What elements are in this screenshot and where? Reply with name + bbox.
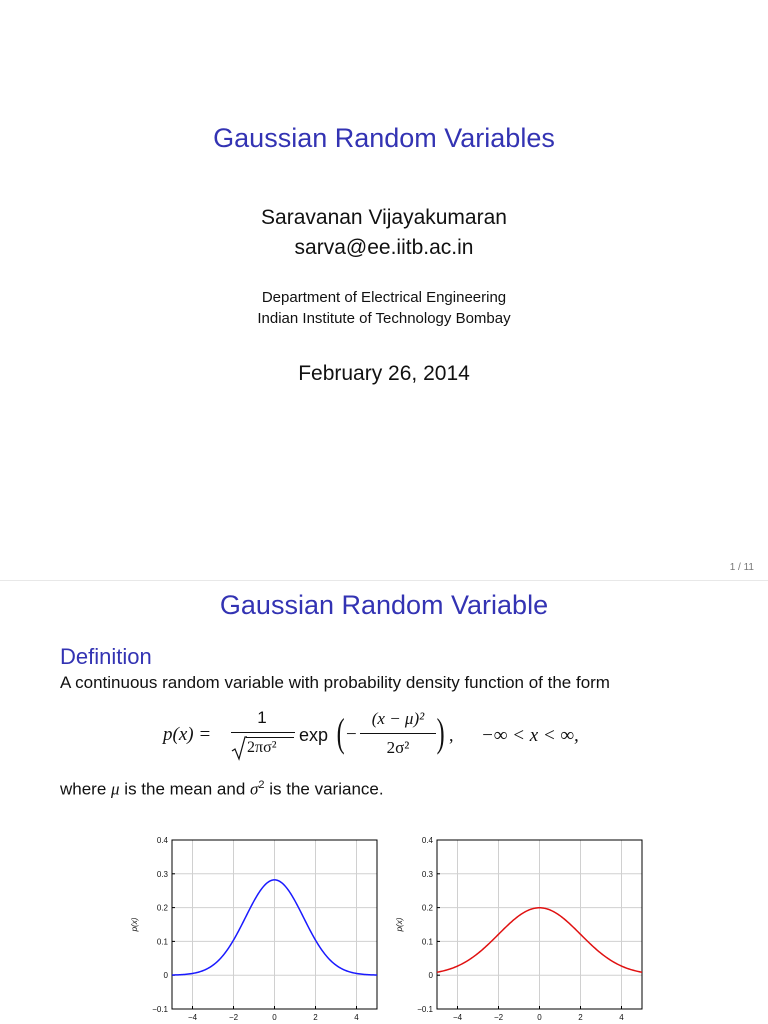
x-tick-label: 4 bbox=[619, 1013, 624, 1022]
y-tick-label: 0 bbox=[163, 971, 168, 981]
right-paren: ) bbox=[436, 710, 445, 755]
y-tick-label: 0.4 bbox=[421, 836, 433, 845]
slide-divider bbox=[0, 580, 768, 581]
y-axis-label: p(x) bbox=[130, 917, 139, 932]
left-paren: ( bbox=[336, 710, 345, 755]
x-tick-label: 4 bbox=[354, 1013, 359, 1022]
formula-comma: , bbox=[449, 725, 454, 745]
x-tick-label: −2 bbox=[228, 1013, 239, 1022]
sqrt-overline bbox=[246, 737, 294, 738]
fraction-bar bbox=[231, 732, 295, 733]
where-text-3: is the variance. bbox=[264, 779, 384, 799]
gaussian-plot-variance-4 bbox=[385, 828, 655, 1024]
formula-range: −∞ < x < ∞, bbox=[481, 725, 579, 746]
x-tick-label: −2 bbox=[493, 1013, 504, 1022]
fraction-denominator: 2πσ² bbox=[247, 739, 277, 756]
normalizing-fraction bbox=[229, 708, 295, 766]
x-tick-label: 0 bbox=[272, 1013, 277, 1022]
sigma-exponent: 2 bbox=[258, 779, 265, 791]
definition-heading: Definition bbox=[60, 644, 152, 669]
author-email: sarva@ee.iitb.ac.in bbox=[294, 236, 474, 259]
x-tick-label: 2 bbox=[578, 1013, 583, 1022]
x-tick-label: 2 bbox=[313, 1013, 318, 1022]
page-number: 1 / 11 bbox=[729, 562, 754, 573]
x-tick-label: 0 bbox=[537, 1013, 542, 1022]
where-sentence bbox=[60, 779, 384, 800]
y-tick-label: −0.1 bbox=[417, 1005, 433, 1014]
sigma-symbol: σ bbox=[250, 779, 259, 799]
x-tick-label: −4 bbox=[187, 1013, 198, 1022]
fraction-numerator: 1 bbox=[257, 708, 267, 727]
y-tick-label: −0.1 bbox=[152, 1005, 168, 1014]
presentation-date: February 26, 2014 bbox=[298, 362, 470, 385]
exponent-numerator: (x − μ)² bbox=[371, 709, 425, 728]
y-axis-label: p(x) bbox=[395, 917, 404, 932]
y-tick-label: 0.3 bbox=[156, 869, 168, 879]
y-tick-label: 0.1 bbox=[156, 937, 168, 947]
definition-text: A continuous random variable with probability density function of the form bbox=[60, 673, 610, 692]
slide1-title: Gaussian Random Variables bbox=[213, 123, 555, 153]
y-tick-label: 0.2 bbox=[156, 903, 168, 913]
minus-sign: − bbox=[346, 724, 357, 745]
exponent-denominator: 2σ² bbox=[386, 738, 410, 757]
department: Department of Electrical Engineering bbox=[261, 289, 507, 306]
x-tick-label: −4 bbox=[452, 1013, 463, 1022]
y-tick-label: 0 bbox=[428, 971, 433, 981]
pdf-formula bbox=[163, 708, 623, 768]
y-tick-label: 0.1 bbox=[421, 937, 433, 947]
formula-lhs: p(x) = bbox=[163, 724, 212, 745]
exp-text: exp bbox=[299, 725, 329, 745]
exponent-fraction bbox=[360, 708, 436, 766]
gaussian-plot-variance-2 bbox=[120, 828, 390, 1024]
exponent-bar bbox=[360, 733, 436, 734]
slide2-title: Gaussian Random Variable bbox=[219, 590, 549, 620]
author-name: Saravanan Vijayakumaran bbox=[261, 206, 507, 229]
institute: Indian Institute of Technology Bombay bbox=[257, 310, 511, 327]
y-tick-label: 0.2 bbox=[421, 903, 433, 913]
y-tick-label: 0.4 bbox=[156, 836, 168, 845]
y-tick-label: 0.3 bbox=[421, 869, 433, 879]
where-text-2: is the mean and bbox=[119, 779, 250, 799]
mu-symbol: μ bbox=[111, 779, 120, 799]
where-text-1: where bbox=[60, 779, 112, 799]
sqrt-icon bbox=[231, 735, 247, 761]
